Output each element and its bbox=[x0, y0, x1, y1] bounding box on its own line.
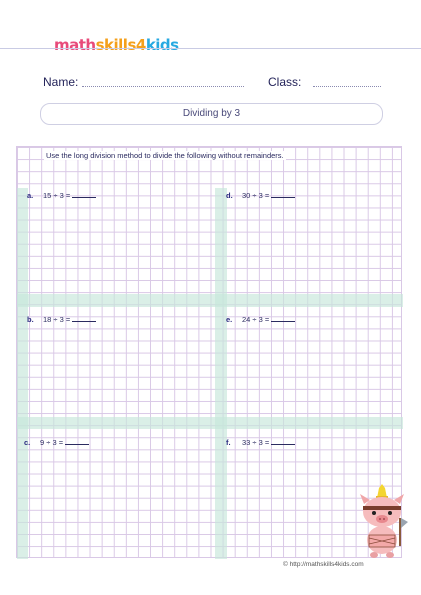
problem-expression: 18 ÷ 3 = bbox=[43, 315, 71, 324]
logo-text-kids: kids bbox=[145, 36, 179, 54]
problem-label: f. bbox=[226, 438, 231, 447]
problem-expression: 9 ÷ 3 = bbox=[40, 438, 64, 447]
problem-a bbox=[27, 191, 96, 200]
answer-blank[interactable] bbox=[72, 197, 96, 198]
instructions: Use the long division method to divide the following without remainders. bbox=[46, 151, 284, 160]
answer-blank[interactable] bbox=[271, 197, 295, 198]
class-label: Class: bbox=[268, 75, 302, 89]
class-field[interactable] bbox=[313, 86, 381, 87]
problem-label: b. bbox=[27, 315, 34, 324]
name-field[interactable] bbox=[82, 86, 244, 87]
row-divider-band-2 bbox=[17, 417, 403, 429]
header-divider bbox=[0, 48, 421, 49]
problem-expression: 24 ÷ 3 = bbox=[242, 315, 270, 324]
problem-label: c. bbox=[24, 438, 31, 447]
problem-c bbox=[24, 438, 89, 447]
graph-paper-grid bbox=[16, 146, 402, 558]
name-label: Name: bbox=[43, 75, 79, 89]
answer-blank[interactable] bbox=[65, 444, 89, 445]
row-divider-band-1 bbox=[17, 294, 403, 307]
worksheet-title: Dividing by 3 bbox=[40, 103, 383, 125]
problem-label: e. bbox=[226, 315, 233, 324]
answer-blank[interactable] bbox=[72, 321, 96, 322]
problem-expression: 15 ÷ 3 = bbox=[43, 191, 71, 200]
footer-copyright: © http://mathskills4kids.com bbox=[283, 561, 364, 568]
problem-label: a. bbox=[27, 191, 34, 200]
problem-e bbox=[226, 315, 295, 324]
mathskills4kids-logo bbox=[54, 36, 179, 54]
problem-label: d. bbox=[226, 191, 233, 200]
problem-d bbox=[226, 191, 295, 200]
middle-column-band bbox=[215, 188, 227, 559]
logo-text-skills4: skills4 bbox=[95, 36, 146, 54]
answer-blank[interactable] bbox=[271, 444, 295, 445]
left-margin-band bbox=[17, 188, 31, 559]
pig-mascot-icon bbox=[352, 484, 412, 560]
logo-text-math: math bbox=[54, 36, 96, 54]
problem-expression: 33 ÷ 3 = bbox=[242, 438, 270, 447]
problem-f bbox=[226, 438, 295, 447]
answer-blank[interactable] bbox=[271, 321, 295, 322]
problem-expression: 30 ÷ 3 = bbox=[242, 191, 270, 200]
problem-b bbox=[27, 315, 96, 324]
